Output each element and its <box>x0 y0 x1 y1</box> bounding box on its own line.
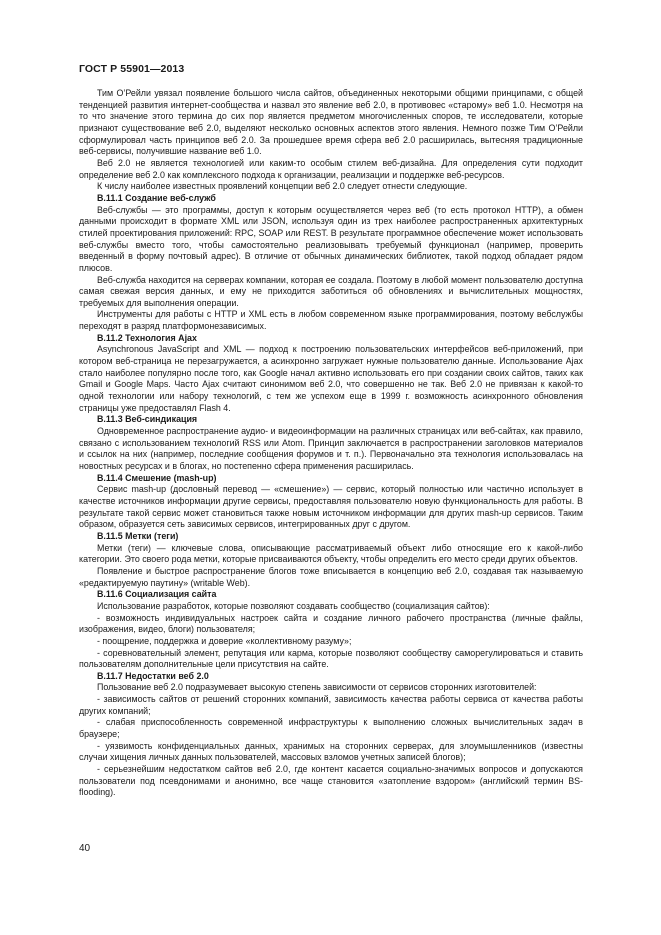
paragraph: Появление и быстрое распространение блогов тоже вписывается в концепцию веб 2.0, создавая так называемую «редактируемую паутину» (writable Web). <box>79 565 583 588</box>
paragraph: Тим О’Рейли увязал появление большого числа сайтов, объединенных некоторыми общими принципами, с общей тенденцией развития интернет-сообщества и назвал это явление веб 2.0, в противовес «старому» веб 1.0. Несмотря на то что значение этого термина до сих пор является предметом многочисленных споров, те исследователи, которые признают существование веб 2.0, выделяют несколько основных аспектов этого явления. Немного позже Тим О’Рейли сформулировал часть принципов веб 2.0. За прошедшее время сфера веб 2.0 расширилась, вытесняя традиционные веб-сервисы, получившие название веб 1.0. <box>79 88 583 157</box>
section-heading: В.11.5 Метки (теги) <box>97 530 179 541</box>
paragraph: К числу наиболее известных проявлений концепции веб 2.0 следует отнести следующие. <box>97 181 468 192</box>
section-heading: В.11.1 Создание веб-служб <box>97 192 216 203</box>
paragraph: - зависимость сайтов от решений сторонних компаний, зависимость качества работы сервиса от качества работы других компаний; <box>79 694 583 716</box>
paragraph: Веб 2.0 не является технологией или каким-то особым стилем веб-дизайна. Для определения сути подходит определение веб 2.0 как комплексного подхода к организации, реализации и поддержке веб-ресурсов. <box>79 157 583 180</box>
paragraph: - соревновательный элемент, репутация или карма, которые позволяют сообществу саморегулироваться и ставить пользователям дополнительные цели присутствия на сайте. <box>79 647 583 670</box>
paragraph: Пользование веб 2.0 подразумевает высокую степень зависимости от сервисов сторонних изготовителей: <box>97 682 537 693</box>
section-heading: В.11.6 Социализация сайта <box>97 589 217 600</box>
document-body <box>79 88 583 799</box>
paragraph: - уязвимость конфиденциальных данных, хранимых на сторонних серверах, для злоумышленников (известны случаи хищения личных данных пользователей, массовых взломов учетных записей блогов); <box>79 740 583 763</box>
section-heading: В.11.7 Недостатки веб 2.0 <box>97 670 209 681</box>
paragraph: Asynchronous JavaScript and XML — подход к построению пользовательских интерфейсов веб-приложений, при котором веб-страница не перезагружается, а асинхронно загружает нужные пользователю данные. Использование Ajax стало наиболее популярно после того, как Google начал активно использовать его при создании своих сайтов, таких как Gmail и Google Maps. Часто Ajax считают синонимом веб 2.0, что совершенно не так. Веб 2.0 не привязан к какой-то одной технологии или набору технологий, с тем же успехом еще в 1999 г. возможность асинхронного обновления страницы уже предоставлял Flash 4. <box>79 344 583 413</box>
section-heading: В.11.4 Смешение (mash-up) <box>97 472 217 483</box>
document-header: ГОСТ Р 55901—2013 <box>79 63 185 75</box>
paragraph: Одновременное распространение аудио- и видеоинформации на различных страницах или веб-сайтах, как правило, связано с использованием технологий RSS или Atom. Принцип заключается в распространении заголовков материалов и ссылок на них (например, последние сообщения форумов и т. п.). Первоначально эта технология использовалась на новостных ресурсах и в блогах, но постепенно сфера применения расширилась. <box>79 426 583 471</box>
paragraph: - серьезнейшим недостатком сайтов веб 2.0, где контент касается социально-значимых вопросов и допускаются пользователи под псевдонимами и анонимно, все чаще становится «затопление вздором» (английский термин BS-flooding). <box>79 764 583 798</box>
paragraph: Использование разработок, которые позволяют создавать сообщество (социализация сайтов): <box>97 600 490 611</box>
paragraph: - поощрение, поддержка и доверие «коллективному разуму»; <box>97 635 352 646</box>
page-number: 40 <box>79 843 91 854</box>
section-heading: В.11.3 Веб-синдикация <box>97 414 198 425</box>
paragraph: Веб-службы — это программы, доступ к которым осуществляется через веб (то есть протокол HTTP), а обмен данными происходит в формате XML или JSON, используя один из трех наиболее распространенных архитектурных стилей проектирования приложений: RPC, SOAP или REST. В результате программное обеспечение может использовать веб-службы вместо того, чтобы самостоятельно реализовывать требуемый функционал (например, проверить введенный в форму почтовый адрес). В отличие от обычных динамических библиотек, такой подход обладает рядом плюсов. <box>79 204 583 273</box>
paragraph: - возможность индивидуальных настроек сайта и создание личного рабочего пространства (личные файлы, изображения, видео, блоги) пользователя; <box>79 612 583 635</box>
section-heading: В.11.2 Технология Ajax <box>97 332 197 343</box>
paragraph: Сервис mash-up (дословный перевод — «смешение») — сервис, который полностью или частично использует в качестве источников информации другие сервисы, предоставляя пользователю новую функциональность для работы. В результате такой сервис может становиться также новым источником информации для других mash-up сервисов. Таким образом, образуется сеть зависимых сервисов, интегрированных друг с другом. <box>79 484 583 530</box>
paragraph: Веб-служба находится на серверах компании, которая ее создала. Поэтому в любой момент пользователю доступна самая свежая версия данных, и ему не приходится заботиться об обновлениях и вычислительных мощностях, требуемых для выполнения операции. <box>79 274 583 308</box>
paragraph: Метки (теги) — ключевые слова, описывающие рассматриваемый объект либо относящие его к какой-либо категории. Это своего рода метки, которые присваиваются объекту, чтобы определить его место среди других объектов. <box>79 542 583 565</box>
paragraph: - слабая приспособленность современной инфраструктуры к выполнению сложных вычислительных задач в браузере; <box>79 717 583 740</box>
paragraph: Инструменты для работы с HTTP и XML есть в любом современном языке программирования, поэтому вебслужбы переходят в разряд платформонезависимых. <box>79 309 583 332</box>
